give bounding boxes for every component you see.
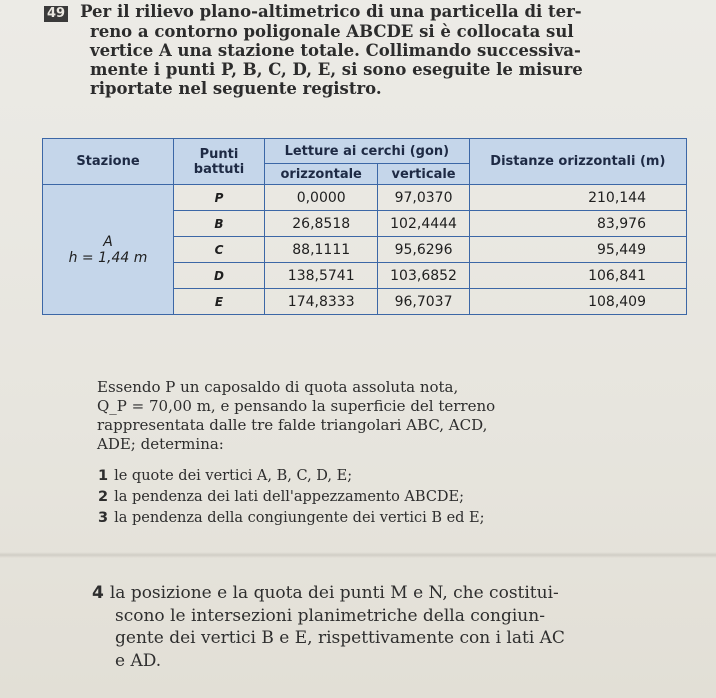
point-name: C xyxy=(174,237,265,263)
question4-line-1 xyxy=(92,582,692,605)
point-name: E xyxy=(174,289,265,315)
horizontal-reading: 174,8333 xyxy=(265,289,378,315)
intro-text-1: Per il rilievo plano-altimetrico di una particella di ter- xyxy=(80,2,582,21)
horizontal-distance: 106,841 xyxy=(469,263,686,289)
question-number: 1 xyxy=(98,468,109,484)
horizontal-reading: 26,8518 xyxy=(265,211,378,237)
horizontal-reading: 0,0000 xyxy=(265,185,378,211)
point-name: D xyxy=(174,263,265,289)
list-item xyxy=(98,487,698,508)
station-height: h = 1,44 m xyxy=(68,249,148,266)
intro-line-2: reno a contorno poligonale ABCDE si è collocata sul xyxy=(90,22,574,41)
header-punti: Punti battuti xyxy=(174,139,265,185)
horizontal-distance: 108,409 xyxy=(469,289,686,315)
vertical-reading: 102,4444 xyxy=(378,211,469,237)
header-orizzontale: orizzontale xyxy=(265,164,378,185)
intro-line-1 xyxy=(48,2,698,22)
question4-text-1: la posizione e la quota dei punti M e N, che costitui- xyxy=(109,583,559,603)
question4-line-4: e AD. xyxy=(115,650,162,671)
page-fold xyxy=(0,552,716,558)
question-text: le quote dei vertici A, B, C, D, E; xyxy=(114,468,353,484)
list-item xyxy=(98,466,698,487)
questions-list xyxy=(98,466,698,529)
question-text: la pendenza dei lati dell'appezzamento ABCDE; xyxy=(114,489,465,505)
paragraph-line-3: rappresentata dalle tre falde triangolari ABC, ACD, xyxy=(97,416,488,434)
horizontal-distance: 95,449 xyxy=(469,237,686,263)
problem-intro xyxy=(48,2,698,98)
horizontal-distance: 83,976 xyxy=(469,211,686,237)
paragraph-line-1: Essendo P un caposaldo di quota assoluta nota, xyxy=(97,378,459,396)
horizontal-reading: 138,5741 xyxy=(265,263,378,289)
header-letture: Letture ai cerchi (gon) xyxy=(265,139,470,164)
question-text: la pendenza della congiungente dei vertici B ed E; xyxy=(114,510,485,526)
question4-line-2: scono le intersezioni planimetriche della congiun- xyxy=(115,605,545,626)
problem-paragraph xyxy=(97,378,687,454)
question-number: 3 xyxy=(98,510,109,526)
horizontal-reading: 88,1111 xyxy=(265,237,378,263)
horizontal-distance: 210,144 xyxy=(469,185,686,211)
intro-line-5: riportate nel seguente registro. xyxy=(90,79,382,98)
vertical-reading: 96,7037 xyxy=(378,289,469,315)
problem-number: 49 xyxy=(44,6,68,22)
vertical-reading: 95,6296 xyxy=(378,237,469,263)
vertical-reading: 97,0370 xyxy=(378,185,469,211)
header-verticale: verticale xyxy=(378,164,469,185)
station-cell xyxy=(43,185,174,315)
question-number: 2 xyxy=(98,489,109,505)
point-name: P xyxy=(174,185,265,211)
question-4 xyxy=(92,582,692,672)
paragraph-line-2: Q_P = 70,00 m, e pensando la superficie del terreno xyxy=(97,397,496,415)
intro-line-3: vertice A una stazione totale. Collimando successiva- xyxy=(90,41,581,60)
point-name: B xyxy=(174,211,265,237)
header-stazione: Stazione xyxy=(43,139,174,185)
table-row xyxy=(43,185,687,211)
question4-line-3: gente dei vertici B e E, rispettivamente con i lati AC xyxy=(115,628,565,648)
station-name: A xyxy=(103,233,113,250)
list-item xyxy=(98,508,698,529)
vertical-reading: 103,6852 xyxy=(378,263,469,289)
header-distanze: Distanze orizzontali (m) xyxy=(469,139,686,185)
survey-register-table xyxy=(42,138,687,315)
intro-line-4: mente i punti P, B, C, D, E, si sono eseguite le misure xyxy=(90,60,583,79)
question-number: 4 xyxy=(92,583,104,603)
paragraph-line-4: ADE; determina: xyxy=(97,435,224,453)
